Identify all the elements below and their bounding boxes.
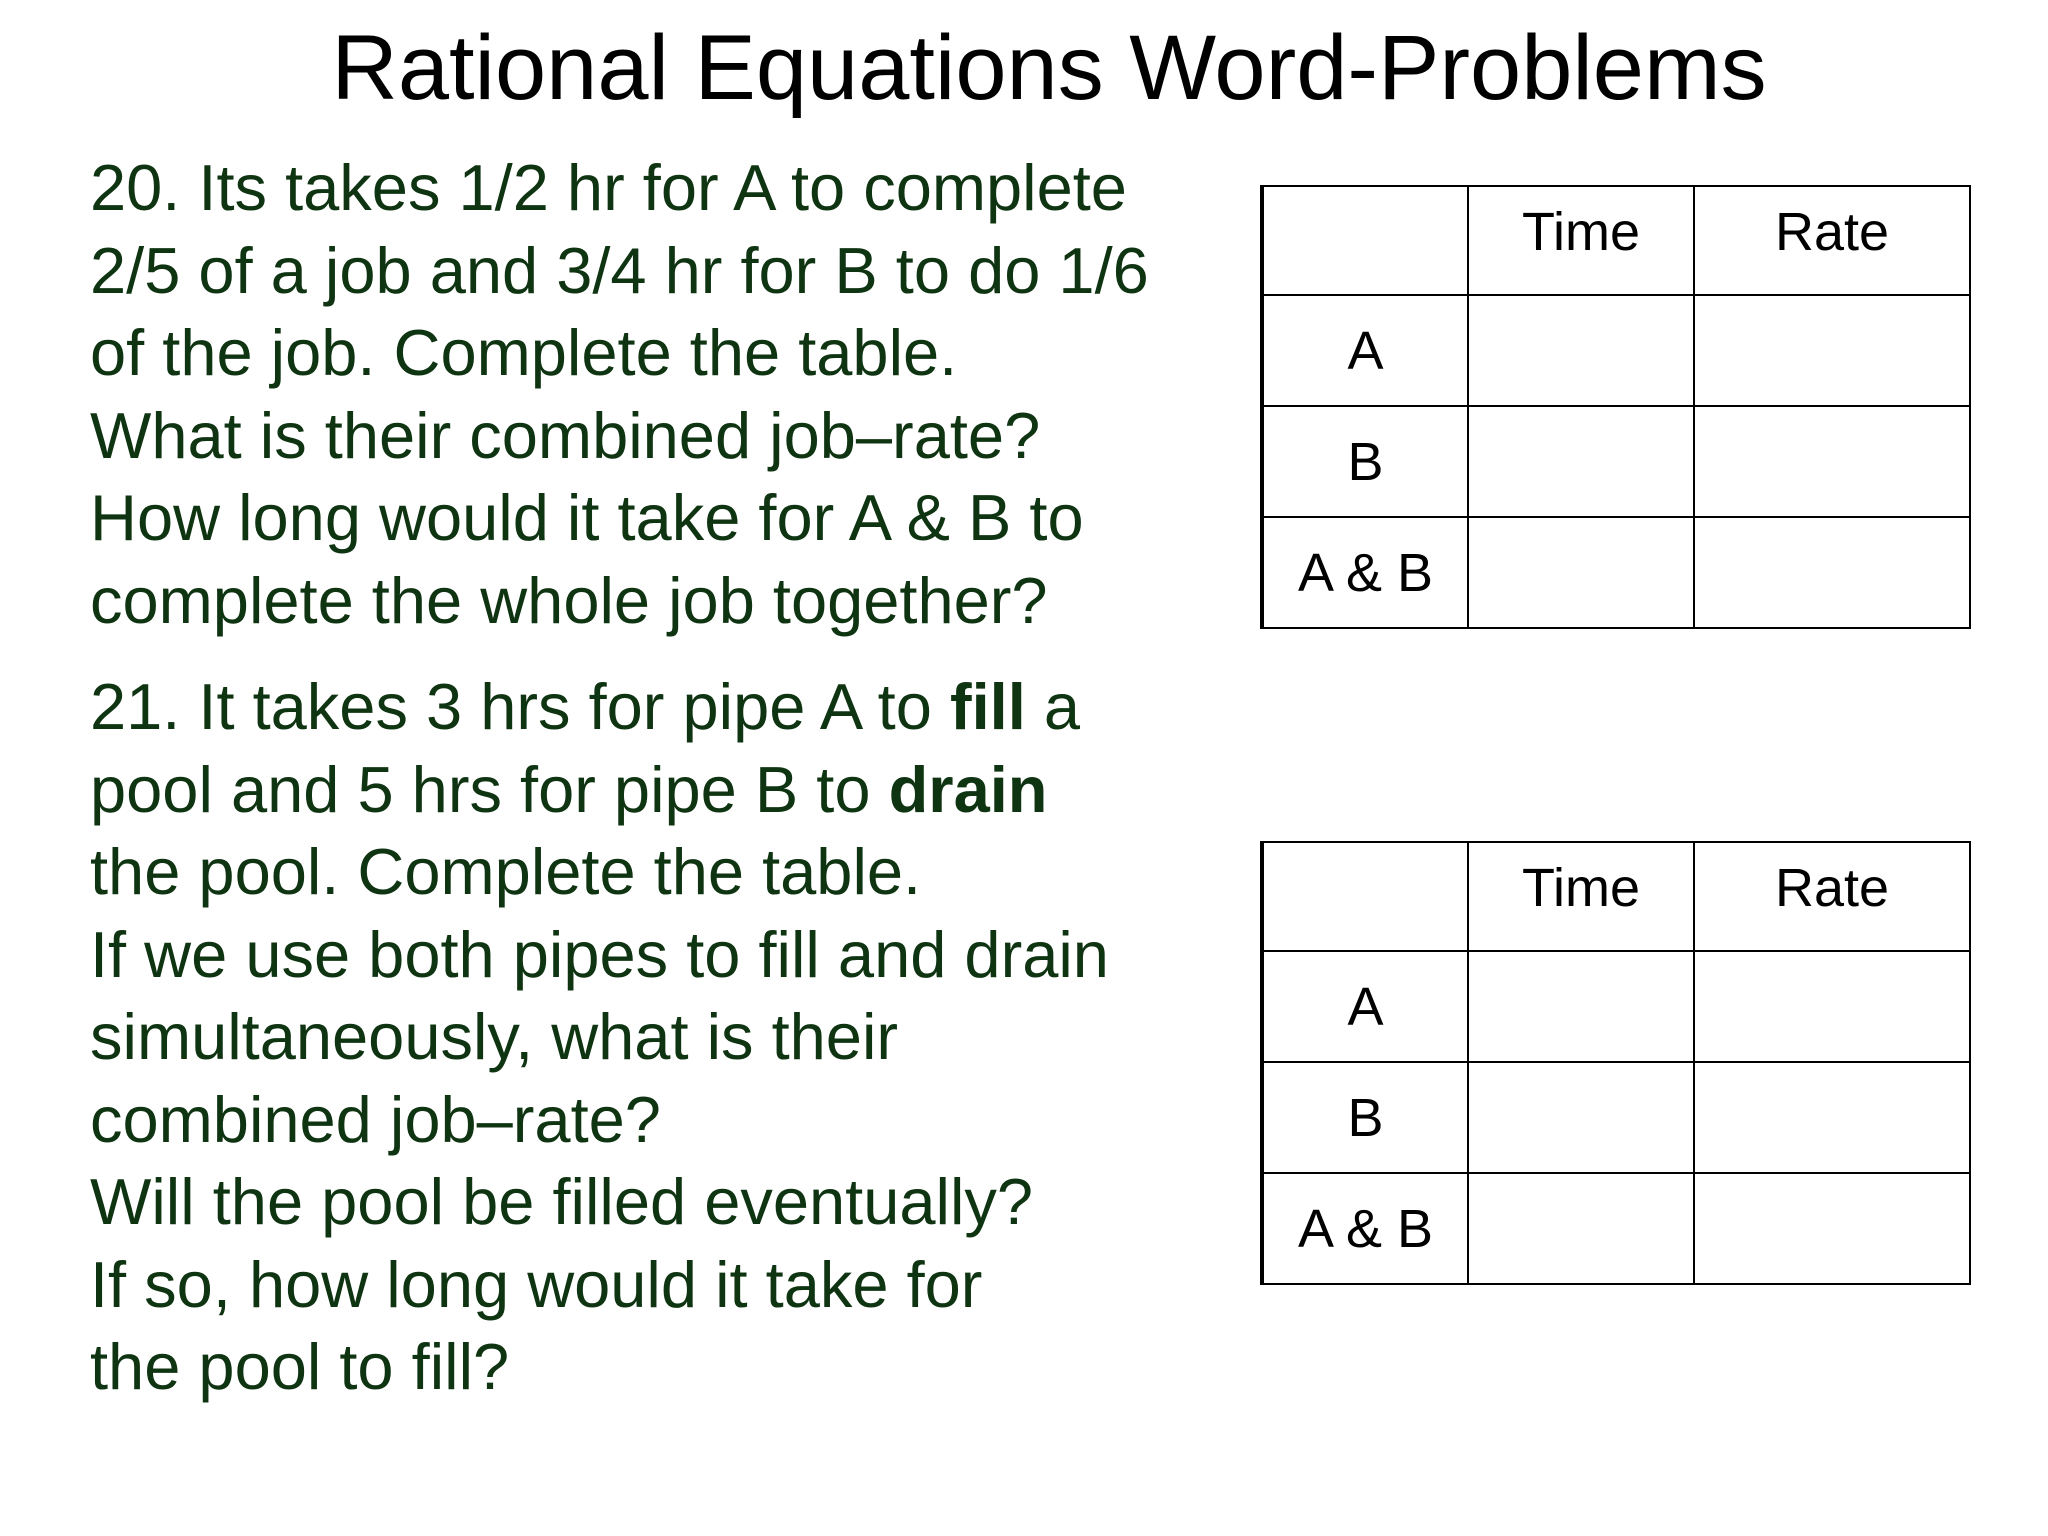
problem-20-line: 20. Its takes 1/2 hr for A to complete [90,151,1127,224]
rate-cell [1694,517,1970,628]
table-header-row [1262,186,1970,295]
time-cell [1468,406,1694,517]
header-cell-time: Time [1468,186,1694,295]
table-row [1262,517,1970,628]
problem-21-text [90,666,1109,1409]
row-label: A & B [1262,1173,1468,1284]
row-label: A [1262,951,1468,1062]
problem-21-line: simultaneously, what is their [90,1000,899,1073]
rate-cell [1694,1173,1970,1284]
problem-20-line: 2/5 of a job and 3/4 hr for B to do 1/6 [90,233,1149,307]
rate-cell [1694,295,1970,406]
header-cell-empty [1262,842,1468,951]
header-cell-time: Time [1468,842,1694,951]
problem-20-line: What is their combined job–rate? [90,398,1041,472]
row-label: A [1262,295,1468,406]
problem-21-line: the pool to fill? [90,1330,510,1403]
problem-21-line: If we use both pipes to fill and drain [90,917,1109,991]
problem-21-line1-text: 21. It takes 3 hrs for pipe A to [90,670,950,743]
row-label: B [1262,406,1468,517]
problem-21-line: the pool. Complete the table. [90,835,922,908]
slide-title: Rational Equations Word-Problems [331,17,1767,119]
time-cell [1468,517,1694,628]
problem-21-table [1260,841,1971,1285]
problem-21-line1-end: a [1025,670,1080,743]
time-cell [1468,295,1694,406]
table-row [1262,406,1970,517]
problem-20-line: complete the whole job together? [90,563,1048,637]
problem-21-line: If so, how long would it take for [90,1247,983,1321]
rate-cell [1694,406,1970,517]
header-cell-empty [1262,186,1468,295]
problem-21-line2-text: pool and 5 hrs for pipe B to [90,752,889,826]
table-row [1262,951,1970,1062]
problem-20-line: of the job. Complete the table. [90,316,958,389]
table-row [1262,295,1970,406]
header-cell-rate: Rate [1694,186,1970,295]
rate-cell [1694,1062,1970,1173]
problem-20-table [1260,185,1971,629]
problem-20-text [90,147,1149,642]
time-cell [1468,1173,1694,1284]
problem-21-line [90,749,1109,832]
problem-21-line: Will the pool be filled eventually? [90,1165,1034,1238]
row-label: B [1262,1062,1468,1173]
row-label: A & B [1262,517,1468,628]
problem-21-line: combined job–rate? [90,1082,661,1156]
time-cell [1468,1062,1694,1173]
table-header-row [1262,842,1970,951]
problem-20-line: How long would it take for A & B to [90,481,1084,554]
fill-emphasis: fill [949,670,1026,743]
rate-cell [1694,951,1970,1062]
table-row [1262,1173,1970,1284]
time-cell [1468,951,1694,1062]
table-row [1262,1062,1970,1173]
drain-emphasis: drain [888,752,1048,826]
header-cell-rate: Rate [1694,842,1970,951]
problem-21-line [90,666,1109,749]
